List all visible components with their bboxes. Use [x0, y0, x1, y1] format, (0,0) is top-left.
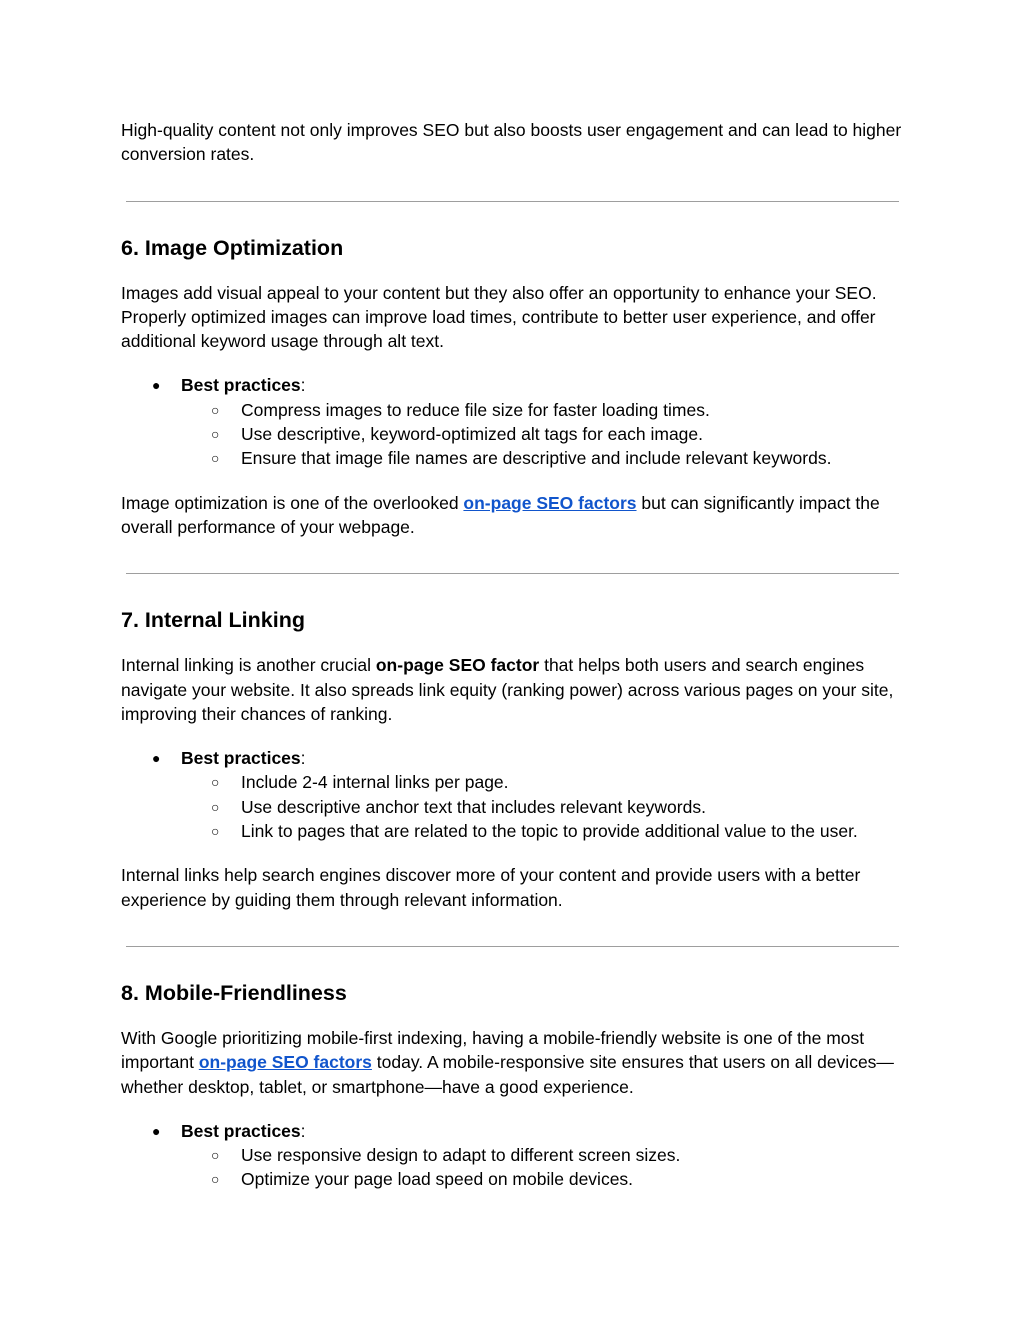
- hollow-bullet-icon: ○: [211, 401, 220, 418]
- closing-text: but can significantly impact the overall performance of your webpage.: [121, 492, 880, 537]
- section-divider: [126, 946, 899, 947]
- section-paragraph: [121, 1026, 911, 1099]
- best-practices-list: [121, 746, 911, 843]
- list-item-text: Use responsive design to adapt to different screen sizes.: [241, 1145, 681, 1166]
- list-item: [211, 1167, 911, 1191]
- colon: :: [300, 1120, 306, 1141]
- list-item-text: Compress images to reduce file size for faster loading times.: [241, 399, 710, 420]
- list-item: [211, 398, 911, 422]
- best-practices-list: [121, 373, 911, 470]
- list-item: [152, 746, 911, 843]
- paragraph-text: Internal linking is another crucial: [121, 655, 376, 676]
- section-paragraph: [121, 653, 911, 726]
- list-item: [211, 422, 911, 446]
- list-item-text: Link to pages that are related to the topic to provide additional value to the user.: [241, 821, 858, 842]
- section-closing-paragraph: Internal links help search engines discover more of your content and provide users with a better experience by guiding them through relevant information.: [121, 865, 861, 910]
- colon: :: [300, 375, 306, 396]
- hollow-bullet-icon: ○: [211, 774, 220, 791]
- closing-text: Image optimization is one of the overlooked: [121, 492, 464, 513]
- filled-bullet-icon: ●: [152, 750, 161, 767]
- list-item: [211, 795, 911, 819]
- best-practices-list: [121, 1119, 911, 1192]
- paragraph-text: that helps both users and search engines navigate your website. It also spreads link equity (ranking power) across various pages on your site, improving their chances of ranking.: [121, 655, 894, 724]
- sub-list: [181, 1143, 911, 1192]
- hollow-bullet-icon: ○: [211, 1147, 220, 1164]
- on-page-seo-factors-link[interactable]: on-page SEO factors: [463, 492, 637, 513]
- section-divider: [126, 573, 899, 574]
- hollow-bullet-icon: ○: [211, 450, 220, 467]
- section-heading-internal-linking: 7. Internal Linking: [121, 608, 305, 633]
- list-item-text: Use descriptive, keyword-optimized alt tags for each image.: [241, 424, 704, 445]
- hollow-bullet-icon: ○: [211, 798, 220, 815]
- best-practices-label: Best practices: [181, 375, 301, 396]
- best-practices-label: Best practices: [181, 1120, 301, 1141]
- list-item: [152, 1119, 911, 1192]
- list-item-text: Optimize your page load speed on mobile devices.: [241, 1169, 634, 1190]
- filled-bullet-icon: ●: [152, 1122, 161, 1139]
- list-item: [211, 446, 911, 470]
- section-divider: [126, 201, 899, 202]
- filled-bullet-icon: ●: [152, 377, 161, 394]
- list-item: [211, 1143, 911, 1167]
- section-closing-paragraph: [121, 491, 911, 540]
- best-practices-label: Best practices: [181, 748, 301, 769]
- hollow-bullet-icon: ○: [211, 823, 220, 840]
- section-paragraph: Images add visual appeal to your content but they also offer an opportunity to enhance your SEO. Properly optimized images can improve load times, contribute to better user experience, and offer additional keyword usage through alt text.: [121, 282, 877, 352]
- paragraph-text: With Google prioritizing mobile-first indexing, having a mobile-friendly website is one of the most important: [121, 1027, 865, 1073]
- hollow-bullet-icon: ○: [211, 1171, 220, 1188]
- list-item-text: Include 2-4 internal links per page.: [241, 772, 509, 793]
- document-page: [121, 118, 911, 1192]
- sub-list: [181, 770, 911, 843]
- bold-term: on-page SEO factor: [375, 655, 540, 676]
- sub-list: [181, 398, 911, 471]
- paragraph-text: today. A mobile-responsive site ensures that users on all devices—whether desktop, tablet, or smartphone—have a good experience.: [121, 1052, 894, 1097]
- section-heading-image-optimization: 6. Image Optimization: [121, 235, 344, 260]
- list-item: [211, 819, 911, 843]
- intro-paragraph: High-quality content not only improves SEO but also boosts user engagement and can lead to higher conversion rates.: [121, 120, 902, 165]
- list-item-text: Ensure that image file names are descriptive and include relevant keywords.: [241, 448, 832, 469]
- list-item: [211, 770, 911, 794]
- on-page-seo-factors-link[interactable]: on-page SEO factors: [198, 1052, 372, 1073]
- section-heading-mobile-friendliness: 8. Mobile-Friendliness: [121, 980, 347, 1005]
- list-item: [152, 373, 911, 470]
- colon: :: [300, 748, 306, 769]
- list-item-text: Use descriptive anchor text that includes relevant keywords.: [241, 796, 706, 817]
- hollow-bullet-icon: ○: [211, 426, 220, 443]
